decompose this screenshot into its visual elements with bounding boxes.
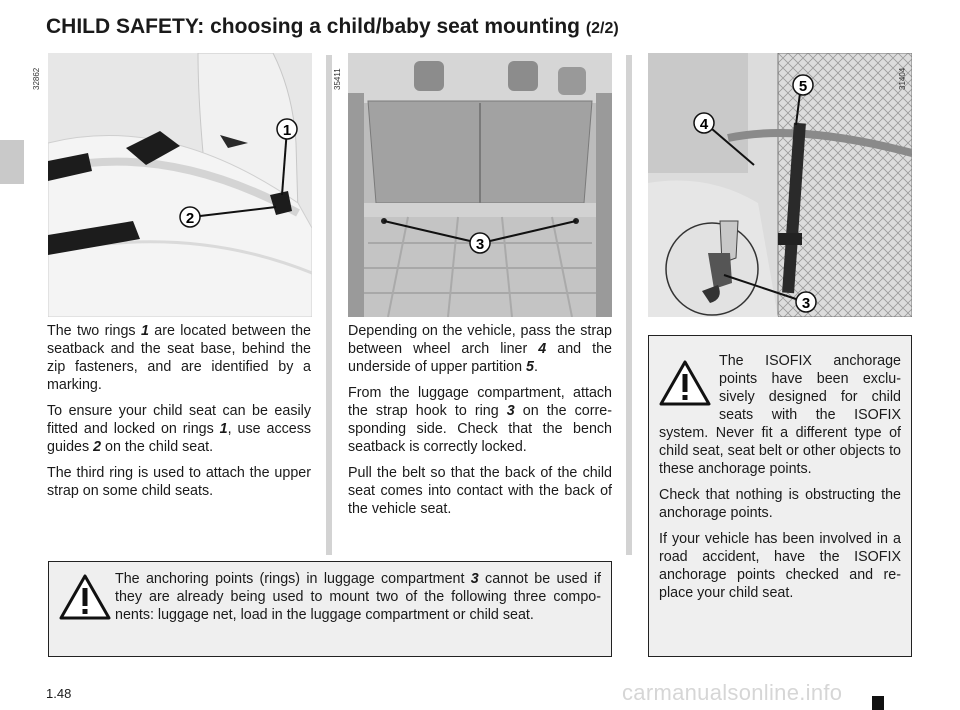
text: .	[534, 359, 538, 375]
ref-5: 5	[526, 359, 534, 375]
ref-3: 3	[506, 403, 515, 419]
ref-3: 3	[470, 571, 479, 587]
section-tab	[0, 140, 24, 184]
callout-2: 2	[185, 210, 195, 227]
warning-box-isofix	[648, 335, 912, 657]
text: The two rings	[47, 323, 141, 339]
warning-paragraph-3: If your vehicle has been involved in a road accident, have the ISOFIX anchorage points checked and re-place your child seat.	[659, 531, 901, 601]
figure-id-1: 32862	[32, 67, 41, 90]
text: on the child seat.	[101, 439, 214, 455]
warning-paragraph-1: The ISOFIX anchorage points have been exclu-sively designed for child seats with the ISOFIX system. Never fit a different type of child seat, seat belt or other objects to these anchorage points.	[659, 353, 901, 477]
figure-strap-partition	[648, 53, 912, 317]
text: Depending on the vehicle, pass the strap between wheel arch liner	[348, 323, 612, 357]
paragraph-rings-location	[47, 322, 311, 394]
callout-3: 3	[475, 236, 485, 253]
page-title	[46, 15, 619, 39]
callout-1: 1	[282, 122, 292, 139]
column-2-text	[348, 322, 612, 526]
paragraph-third-ring: The third ring is used to attach the upper strap on some child seats.	[47, 465, 311, 499]
text: , use access guides	[47, 421, 311, 455]
page-number: 1.48	[46, 686, 72, 701]
text: cannot be used if they are already being used to mount two of the following three compo-nents: luggage net, load in the luggage compartment or child seat.	[115, 571, 601, 623]
paragraph-strap-hook	[348, 384, 612, 456]
callout-4: 4	[699, 116, 709, 133]
text: From the luggage compartment, attach the strap hook to ring	[348, 385, 612, 419]
text: are located between the seatback and the seat base, behind the zip fasteners, and are identified by a marking.	[47, 323, 311, 393]
warning-paragraph-2: Check that nothing is obstructing the anchorage points.	[659, 487, 901, 521]
figure-id-3: 31404	[898, 67, 907, 90]
paragraph-pull-belt: Pull the belt so that the back of the child seat comes into contact with the back of the vehicle seat.	[348, 465, 612, 517]
paragraph-access-guides	[47, 402, 311, 456]
figure-seat-rings	[48, 53, 312, 317]
watermark: carmanualsonline.info	[622, 680, 843, 705]
text: To ensure your child seat can be easily fitted and locked on rings	[47, 403, 311, 437]
column-divider-right	[626, 55, 632, 555]
ref-4: 4	[538, 341, 547, 357]
column-1-text	[47, 322, 311, 508]
warning-triangle-icon	[59, 574, 111, 620]
page-title-suffix: (2/2)	[585, 20, 619, 37]
callout-3-hook: 3	[801, 295, 811, 312]
callout-5: 5	[798, 78, 808, 95]
text: The anchoring points (rings) in luggage compartment	[115, 571, 471, 587]
figure-id-2: 35411	[333, 68, 342, 90]
warning-box-anchoring	[48, 561, 612, 657]
text: and the underside of upper partition	[348, 341, 612, 375]
warning-triangle-icon	[659, 360, 711, 406]
ref-2: 2	[93, 439, 102, 455]
page-title-main: CHILD SAFETY: choosing a child/baby seat mounting	[46, 15, 580, 38]
paragraph-strap-routing	[348, 322, 612, 376]
warning-anchoring-text	[115, 570, 601, 624]
column-divider-left	[326, 55, 332, 555]
corner-mark	[872, 696, 884, 710]
ref-1: 1	[140, 323, 149, 339]
figure-luggage-compartment	[348, 53, 612, 317]
ref-1: 1	[219, 421, 228, 437]
text: on the corre-sponding side. Check that the bench seatback is correctly locked.	[348, 403, 612, 455]
